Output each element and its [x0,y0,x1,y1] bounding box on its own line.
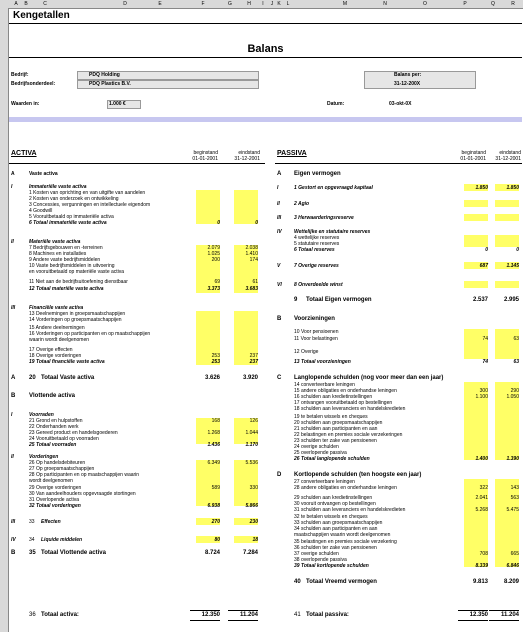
value-cell: 63 [513,336,519,342]
input-cells[interactable] [495,235,519,247]
underline [489,610,519,611]
value-cell: 168 [211,418,220,424]
list-item: 28 andere obligaties en onderhandse leningen [294,485,397,491]
list-item: waarin wordt deelgenomen [29,337,90,343]
list-item: 5 statutaire reserves [294,241,340,247]
list-item: 3 Herwaarderingsreserve [294,215,354,221]
value-cell: 1.100 [475,394,488,400]
value-cell: 687 [479,263,488,269]
col-header[interactable]: R [511,1,515,7]
totaal-activa-num: 36 [29,612,36,618]
value-cell: 253 [211,353,220,359]
activa-i-num: I [11,184,13,190]
column-header-bar [0,0,523,9]
list-item: 14 Vorderingen op groepsmaatschappijen [29,317,122,323]
list-item: 27 Op groepsmaatschappijen [29,466,95,472]
section-heading: Balans [247,43,284,55]
value-cell: 2.537 [472,297,488,303]
list-item: 7 Bedrijfsgebouwen en -terreinen [29,245,103,251]
divider [9,163,265,164]
passiva-a-label: A [277,171,282,177]
value-cell: 270 [211,519,220,525]
list-item-total: 6 Totaal immateriële vaste activa [29,220,107,226]
value-cell: 6.349 [207,460,220,466]
value-cell: 1.170 [245,442,258,448]
value-cell: 74 [482,336,488,342]
activa-b-marker: B [11,550,16,556]
total-vaste-num: 20 [29,375,36,381]
col-header[interactable]: M [342,1,348,7]
datum-label: Datum: [327,101,345,107]
value-cell: 5.268 [475,507,488,513]
passiva-a-title: Eigen vermogen [294,171,341,177]
page-title: Kengetallen [13,10,70,21]
value-cell: 330 [249,485,258,491]
activa-a-title: Vaste activa [29,171,58,177]
value-cell: 563 [510,495,519,501]
passiva-d-label: D [277,472,282,478]
list-item: 23 Gereed product en handelsgoederen [29,430,118,436]
list-item: 8 Machines en installaties [29,251,87,257]
passiva-col2: eindstand [499,150,521,156]
list-item: 4 Goodwill [29,208,53,214]
activa-bii-title: Vorderingen [29,454,59,460]
list-item: 19 te betalen wissels en cheques [294,414,368,420]
value-cell: 3.920 [242,375,258,381]
value-cell: 1.050 [506,394,519,400]
list-item: 38 overlopende passiva [294,557,347,563]
activa-bi-title: Voorraden [29,412,54,418]
balans-per-value: 31-12-200X [394,81,421,87]
value-cell: 7.284 [242,550,258,556]
col-header[interactable]: D [123,1,127,7]
list-item: 21 schulden aan participanten en aan [294,426,378,432]
list-item: 27 converteerbare leningen [294,479,355,485]
input-cells[interactable] [464,281,488,288]
col-header[interactable]: P [463,1,467,7]
value-cell: 69 [214,279,220,285]
underline [190,620,220,621]
list-item: Wettelijke en statutaire reserves [294,229,371,235]
list-item-total: 12 Totaal materiële vaste activa [29,286,104,292]
list-item-total: 26 Totaal langlopende schulden [294,456,370,462]
value-cell: 708 [479,551,488,557]
list-item: 22 belastingen en premies sociale verzekeringen [294,432,403,438]
activa-ii-title: Materiële vaste activa [29,239,81,245]
value-cell: 1.850 [506,185,519,191]
value-cell: 5.475 [506,507,519,513]
row-num: IV [277,229,282,235]
divider [9,57,522,58]
value-cell: 1.044 [245,430,258,436]
value-cell: 1.390 [506,456,519,462]
bedrijf-value: PDQ Holding [89,72,120,78]
list-item: 23 schulden ter zake van pensioenen [294,438,377,444]
list-item: 11 Niet aan de bedrijfsuitoefening dienstbaar [29,279,128,285]
list-item: 10 Vaste bedrijfsmiddelen in uitvoering [29,263,115,269]
balans-per-label: Balans per: [394,72,422,78]
activa-b-label: B [11,393,16,399]
list-item-total: 32 Totaal vorderingen [29,503,81,509]
total-vreemd-num: 40 [294,579,301,585]
list-item-total: 25 Totaal voorraden [29,442,77,448]
value-cell: 8.724 [204,550,220,556]
col-header[interactable]: Q [491,1,495,7]
underline [458,620,488,621]
value-cell: 1.268 [207,430,220,436]
value-cell: 1.410 [245,251,258,257]
divider [9,23,522,24]
passiva-d-title: Kortlopende schulden (ten hoogste een jaar) [294,472,422,478]
list-item-total: 13 Totaal voorzieningen [294,359,351,365]
list-item: 22 Onderhanden werk [29,424,79,430]
value-cell: 2.038 [245,245,258,251]
col-header[interactable]: O [423,1,427,7]
activa-i-title: Immateriële vaste activa [29,184,87,190]
col-header[interactable]: K [277,1,281,7]
value-cell: 230 [249,519,258,525]
bedrijf-label: Bedrijf: [11,72,29,78]
list-item: 31 Overlopende activa [29,497,80,503]
total-vaste-label: Totaal Vaste activa [41,375,95,381]
total-vreemd-label: Totaal Vreemd vermogen [306,579,377,585]
row-num: V [277,263,281,269]
total-vlottend-label: Totaal Vlottende activa [41,550,106,556]
col-header[interactable]: E [158,1,162,7]
value-cell: 12.350 [201,612,220,618]
col-header[interactable]: I [262,1,264,7]
onderdeel-value: PDQ Plastics B.V. [89,81,131,87]
input-cells[interactable] [464,235,488,247]
underline [228,620,258,621]
list-item: 11 Voor belastingen [294,336,338,342]
input-cells[interactable] [196,190,220,224]
list-item: 24 overige schulden [294,444,339,450]
list-item: 12 Overige [294,349,319,355]
value-cell: 61 [252,279,258,285]
value-cell: 1.400 [475,456,488,462]
value-cell: 1.436 [207,442,220,448]
passiva-b-label: B [277,316,282,322]
total-eigen-label: Totaal Eigen vermogen [306,297,372,303]
value-cell: 0 [485,247,488,253]
list-item: 2 Agio [294,201,310,207]
separator-band [9,117,522,122]
list-item: 26 Op handelsdebiteuren [29,460,86,466]
value-cell: 11.204 [500,612,519,618]
value-cell: 0 [516,247,519,253]
totaal-passiva-num: 41 [294,612,301,618]
passiva-col2-date: 31-12-2001 [495,156,521,162]
list-item: 16 schulden aan kredietinstellingen [294,394,373,400]
value-cell: 3.373 [207,286,220,292]
value-cell: 200 [211,257,220,263]
list-item: 2 Kosten van onderzoek en ontwikkeling [29,196,119,202]
value-cell: 143 [510,485,519,491]
passiva-col1-date: 01-01-2001 [460,156,486,162]
activa-col2: eindstand [238,150,260,156]
list-item: 18 Overige vorderingen [29,353,82,359]
activa-bii-num: II [11,454,14,460]
value-cell: 2.041 [475,495,488,501]
row-num: II [277,201,280,207]
activa-biv-title: Liquide middelen [41,537,83,543]
spreadsheet[interactable] [9,9,522,631]
value-cell: 290 [510,388,519,394]
value-cell: 12.350 [469,612,488,618]
value-cell: 1.025 [207,251,220,257]
value-cell: 253 [211,359,220,365]
activa-biii-title: Effecten [41,519,61,525]
list-item: 3 Concessies, vergunningen en intellectuele eigendom [29,202,151,208]
list-item: 15 andere obligaties en onderhandse leningen [294,388,397,394]
value-cell: 174 [249,257,258,263]
activa-iii-title: Financiële vaste activa [29,305,84,311]
input-cells[interactable] [464,329,488,359]
col-header[interactable]: H [247,1,251,7]
value-cell: 2.995 [503,297,519,303]
list-item: 15 Andere deelnemingen [29,325,85,331]
value-cell: 300 [479,388,488,394]
input-cells[interactable] [464,214,488,221]
col-header[interactable]: A [14,1,18,7]
value-cell: 3.683 [245,286,258,292]
input-cells[interactable] [464,200,488,207]
passiva-c-title: Langlopende schulden (nog voor meer dan een jaar) [294,375,444,381]
list-item: 1 Gestort en opgevraagd kapitaal [294,185,373,191]
activa-biii-label: 33 [29,519,35,525]
list-item: 21 Grond en hulpstoffen [29,418,83,424]
col-header[interactable]: N [383,1,387,7]
value-cell: 3.626 [204,375,220,381]
list-item: 30 Van aandeelhouders opgevraagde stortingen [29,491,136,497]
value-cell: 63 [513,359,519,365]
list-item: 31 schulden aan leveranciers en handelskredieten [294,507,406,513]
activa-ii-num: II [11,239,14,245]
value-cell: 0 [255,220,258,226]
list-item: 4 wettelijke reserves [294,235,340,241]
value-cell: 9.813 [472,579,488,585]
activa-col2-date: 31-12-2001 [234,156,260,162]
value-cell: 665 [510,551,519,557]
list-item: 14 converteerbare leningen [294,382,355,388]
input-cells[interactable] [495,200,519,207]
col-header[interactable]: C [43,1,47,7]
col-header[interactable]: B [24,1,28,7]
underline [458,610,488,611]
col-header[interactable]: L [286,1,290,7]
value-cell: 237 [249,353,258,359]
row-header-bar [0,8,9,632]
activa-biii-num: III [11,519,16,525]
value-cell: 6.938 [207,503,220,509]
value-cell: 1.850 [475,185,488,191]
list-item: 35 belastingen en premies sociale verzekering [294,539,397,545]
underline [228,610,258,611]
activa-title: ACTIVA [11,150,37,157]
list-item: 28 Op participanten en op maatschappijen waarin [29,472,140,478]
list-item: 1 Kosten van oprichting en van uitgifte van aandelen [29,190,146,196]
list-item-total: 39 Totaal kortlopende schulden [294,563,369,569]
list-item: 29 schulden aan kredietinstellingen [294,495,373,501]
list-item: 30 vooruit ontvangen op bestellingen [294,501,376,507]
list-item: 9 Andere vaste bedrijfsmiddelen [29,257,101,263]
activa-biv-num: IV [11,537,16,543]
list-item: 37 overige schulden [294,551,339,557]
col-header[interactable]: G [228,1,232,7]
list-item: 36 schulden ter zake van pensioenen [294,545,377,551]
list-item: 17 Overige effecten [29,347,73,353]
row-num: III [277,215,282,221]
list-item: 7 Overige reserves [294,263,339,269]
activa-biv-label: 34 [29,537,35,543]
value-cell: 5.866 [245,503,258,509]
list-item: 13 Deelnemingen in groepsmaatschappijen [29,311,126,317]
value-cell: 589 [211,485,220,491]
input-cells[interactable] [196,460,220,506]
input-cells[interactable] [234,190,258,224]
onderdeel-label: Bedrijfsonderdeel: [11,81,56,87]
value-cell: 6.846 [506,563,519,569]
list-item: en vooruitbetaald op materiële vaste activa [29,269,125,275]
row-num: I [277,185,279,191]
value-cell: 322 [479,485,488,491]
value-cell: 18 [252,537,258,543]
list-item: 16 Vorderingen op participanten en op maatschappijen [29,331,151,337]
activa-a-label: A [11,171,15,177]
passiva-c-label: C [277,375,282,381]
input-cells[interactable] [495,214,519,221]
value-cell: 1.145 [506,263,519,269]
total-eigen-num: 9 [294,297,298,303]
col-header[interactable]: J [270,1,274,7]
list-item: 8 Onverdeelde winst [294,282,343,288]
list-item-total: 6 Totaal reserves [294,247,335,253]
list-item: 20 schulden aan groepsmaatschappijen [294,420,383,426]
list-item: 33 schulden aan groepsmaatschappijen [294,520,383,526]
underline [489,620,519,621]
list-item: 24 Vooruitbetaald op voorraden [29,436,99,442]
activa-bi-num: I [11,412,13,418]
input-cells[interactable] [495,329,519,359]
row-num: VI [277,282,282,288]
total-vlottend-num: 35 [29,550,36,556]
divider [275,163,522,164]
list-item: 18 schulden aan leveranciers en handelskredieten [294,406,406,412]
list-item: maatschappijen waarin wordt deelgenomen [294,532,391,538]
waarden-label: Waarden in: [11,101,40,107]
value-cell: 5.536 [245,460,258,466]
list-item: 17 ontvangen vooruitbetaald op bestellingen [294,400,393,406]
underline [190,610,220,611]
waarden-value: 1.000 € [109,101,126,107]
activa-iii-num: III [11,305,16,311]
input-cells[interactable] [234,460,258,506]
value-cell: 126 [249,418,258,424]
list-item: 34 schulden aan participanten en aan [294,526,378,532]
value-cell: 8.339 [475,563,488,569]
datum-value: 03-okt-0X [389,101,412,107]
list-item: 10 Voor pensioenen [294,329,339,335]
totaal-passiva-label: Totaal passiva: [306,612,349,618]
passiva-col1: beginstand [461,150,486,156]
passiva-title: PASSIVA [277,150,307,157]
passiva-b-title: Voorzieningen [294,316,335,322]
value-cell: 74 [482,359,488,365]
value-cell: 0 [217,220,220,226]
list-item: 32 te betalen wissels en cheques [294,514,368,520]
list-item: 5 Vooruitbetaald op immateriële activa [29,214,114,220]
list-item-total: 19 Totaal financiële vaste activa [29,359,105,365]
list-item: wordt deelgenomen [29,478,73,484]
input-cells[interactable] [495,281,519,288]
value-cell: 11.204 [239,612,258,618]
value-cell: 80 [214,537,220,543]
value-cell: 237 [249,359,258,365]
activa-a-marker: A [11,375,16,381]
activa-col1-date: 01-01-2001 [192,156,218,162]
list-item: 25 overlopende passiva [294,450,347,456]
value-cell: 2.079 [207,245,220,251]
col-header[interactable]: F [201,1,205,7]
list-item: 29 Overige vorderingen [29,485,82,491]
activa-b-title: Vlottende activa [29,393,76,399]
totaal-activa-label: Totaal activa: [41,612,79,618]
activa-col1: beginstand [193,150,218,156]
value-cell: 8.209 [503,579,519,585]
